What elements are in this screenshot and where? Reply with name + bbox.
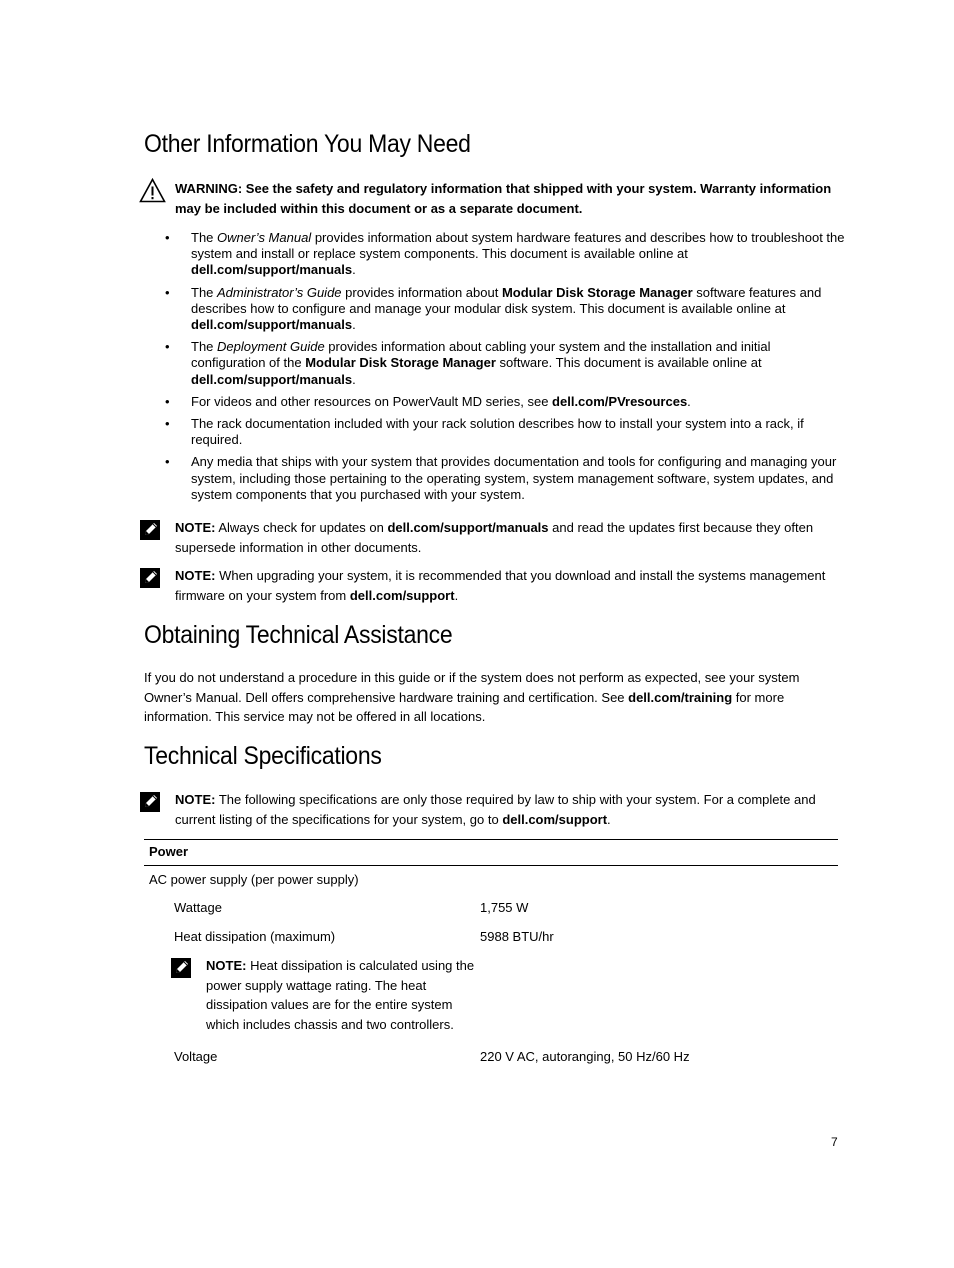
support-manuals-link[interactable]: dell.com/support/manuals: [387, 520, 549, 535]
table-row-value-wattage: 1,755 W: [480, 900, 529, 915]
owners-manual-title: Owner’s Manual: [217, 230, 312, 245]
heading-technical-specifications: Technical Specifications: [144, 742, 382, 770]
heading-other-information: Other Information You May Need: [144, 130, 471, 158]
note-label: NOTE:: [206, 958, 247, 973]
warning-triangle-icon: [139, 178, 166, 203]
training-link[interactable]: dell.com/training: [628, 689, 733, 705]
note-firmware: NOTE: When upgrading your system, it is recommended that you download and install the systems management firmware on your system from dell.com/support.: [175, 568, 826, 603]
documentation-list: [165, 230, 845, 509]
pvresources-link[interactable]: dell.com/PVresources: [552, 393, 688, 409]
list-item: • The Administrator’s Guide provides information about Modular Disk Storage Manager software features and describes how to configure and manage your modular disk system. This document is available online at dell.com/support/manuals.: [165, 285, 845, 334]
note-pencil-icon: [139, 567, 161, 589]
product-name: Modular Disk Storage Manager: [305, 355, 496, 371]
table-row-label-voltage: Voltage: [174, 1049, 218, 1064]
note-label: NOTE:: [175, 520, 216, 535]
note-heat-dissipation: NOTE: Heat dissipation is calculated using the power supply wattage rating. The heat dissipation values are for the entire system which includes chassis and two controllers.: [206, 958, 475, 1032]
table-row-label-wattage: Wattage: [174, 900, 222, 915]
warning-text: See the safety and regulatory information that shipped with your system. Warranty information may be included within this document or as a separate document.: [175, 181, 832, 216]
heading-technical-assistance: Obtaining Technical Assistance: [144, 621, 453, 649]
table-header-rule: [144, 865, 838, 866]
administrators-guide-title: Administrator’s Guide: [217, 284, 342, 300]
note-label: NOTE:: [175, 792, 216, 807]
support-manuals-link[interactable]: dell.com/support/manuals: [191, 371, 353, 387]
note-specifications: NOTE: The following specifications are only those required by law to ship with your system. For a complete and current listing of the specifications for your system, go to dell.com/support.: [175, 792, 816, 827]
table-row-value-heat: 5988 BTU/hr: [480, 929, 554, 944]
warning-label: WARNING:: [175, 181, 243, 196]
note-pencil-icon: [139, 519, 161, 541]
list-item: • Any media that ships with your system that provides documentation and tools for configuring and managing your system, including those pertaining to the operating system, system management software, system updates, and system components that you purchased with your system.: [165, 454, 845, 503]
list-item: • For videos and other resources on PowerVault MD series, see dell.com/PVresources.: [165, 394, 845, 410]
deployment-guide-title: Deployment Guide: [217, 339, 325, 355]
page-number: 7: [831, 1135, 838, 1149]
table-row-label-heat: Heat dissipation (maximum): [174, 929, 336, 944]
list-item: • The rack documentation included with your rack solution describes how to install your system into a rack, if required.: [165, 416, 845, 448]
support-link[interactable]: dell.com/support: [502, 811, 608, 827]
assistance-paragraph: If you do not understand a procedure in this guide or if the system does not perform as expected, see your system Owner’s Manual. Dell offers comprehensive hardware training and certification. See dell.com/training for more information. This service may not be offered in all locations.: [144, 670, 800, 724]
note-pencil-icon: [139, 791, 161, 813]
product-name: Modular Disk Storage Manager: [501, 284, 693, 300]
support-manuals-link[interactable]: dell.com/support/manuals: [191, 317, 353, 333]
warning-message: [175, 179, 843, 218]
table-row-value-voltage: 220 V AC, autoranging, 50 Hz/60 Hz: [480, 1049, 690, 1064]
note-pencil-icon: [170, 957, 192, 979]
list-item: • The Owner’s Manual provides information about system hardware features and describes how to troubleshoot the system and install or replace system components. This document is available online at dell.com/support/manuals.: [165, 230, 845, 279]
support-manuals-link[interactable]: dell.com/support/manuals: [191, 262, 353, 278]
list-item: • The Deployment Guide provides information about cabling your system and the installation and initial configuration of the Modular Disk Storage Manager software. This document is available online at dell.com/support/manuals.: [165, 339, 845, 388]
support-link[interactable]: dell.com/support: [349, 587, 455, 603]
table-top-rule: [144, 839, 838, 840]
note-label: NOTE:: [175, 568, 216, 583]
table-header-power: Power: [149, 844, 189, 859]
table-group-ac-power: AC power supply (per power supply): [149, 872, 359, 887]
note-updates: NOTE: Always check for updates on dell.com/support/manuals and read the updates first because they often supersede information in other documents.: [175, 520, 814, 555]
